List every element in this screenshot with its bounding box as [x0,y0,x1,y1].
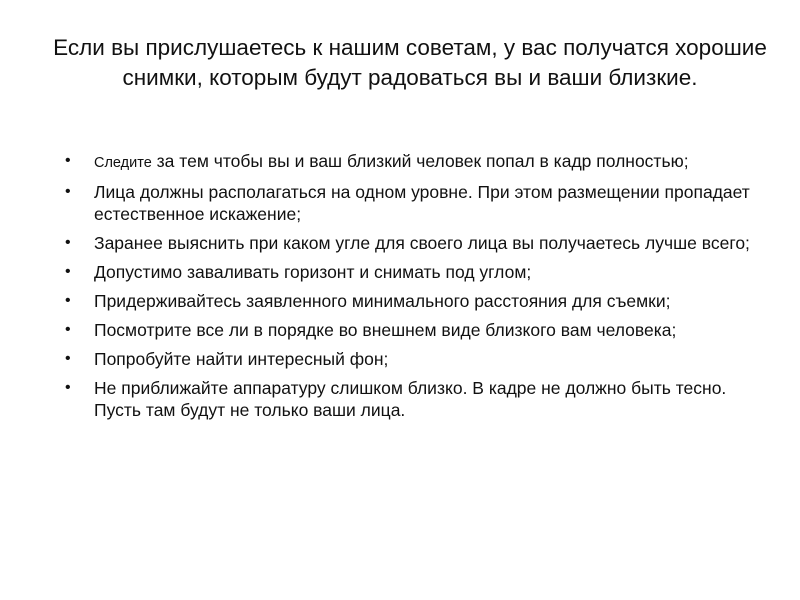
bullet-icon: • [65,379,71,396]
list-item-text: Не приближайте аппаратуру слишком близко. В кадре не должно быть тесно. Пусть там будут не только ваши лица. [94,378,727,420]
tips-list [64,150,754,428]
list-item [64,261,754,283]
bullet-icon: • [65,350,71,367]
bullet-icon: • [65,152,71,169]
list-item [64,150,754,174]
list-item-lead: Следите [94,155,152,171]
list-item-text: Заранее выяснить при каком угле для своего лица вы получаетесь лучше всего; [94,233,750,253]
list-item-text: Допустимо заваливать горизонт и снимать под углом; [94,262,532,282]
list-item [64,348,754,370]
list-item-text: Придерживайтесь заявленного минимального расстояния для съемки; [94,291,671,311]
list-item [64,290,754,312]
list-item-text: за тем чтобы вы и ваш близкий человек попал в кадр полностью; [151,151,689,171]
bullet-icon: • [65,321,71,338]
bullet-icon: • [65,234,71,251]
list-item-text: Лица должны располагаться на одном уровне. При этом размещении пропадает естественное искажение; [94,182,750,224]
list-item-text: Посмотрите все ли в порядке во внешнем виде близкого вам человека; [94,320,677,340]
bullet-icon: • [65,263,71,280]
bullet-icon: • [65,292,71,309]
list-item [64,319,754,341]
list-item [64,232,754,254]
slide-title: Если вы прислушаетесь к нашим советам, у вас получатся хорошие снимки, которым будут радоваться вы и ваши близкие. [53,35,767,90]
list-item [64,377,754,421]
bullet-icon: • [65,183,71,200]
list-item-text: Попробуйте найти интересный фон; [94,349,389,369]
list-item [64,181,754,225]
